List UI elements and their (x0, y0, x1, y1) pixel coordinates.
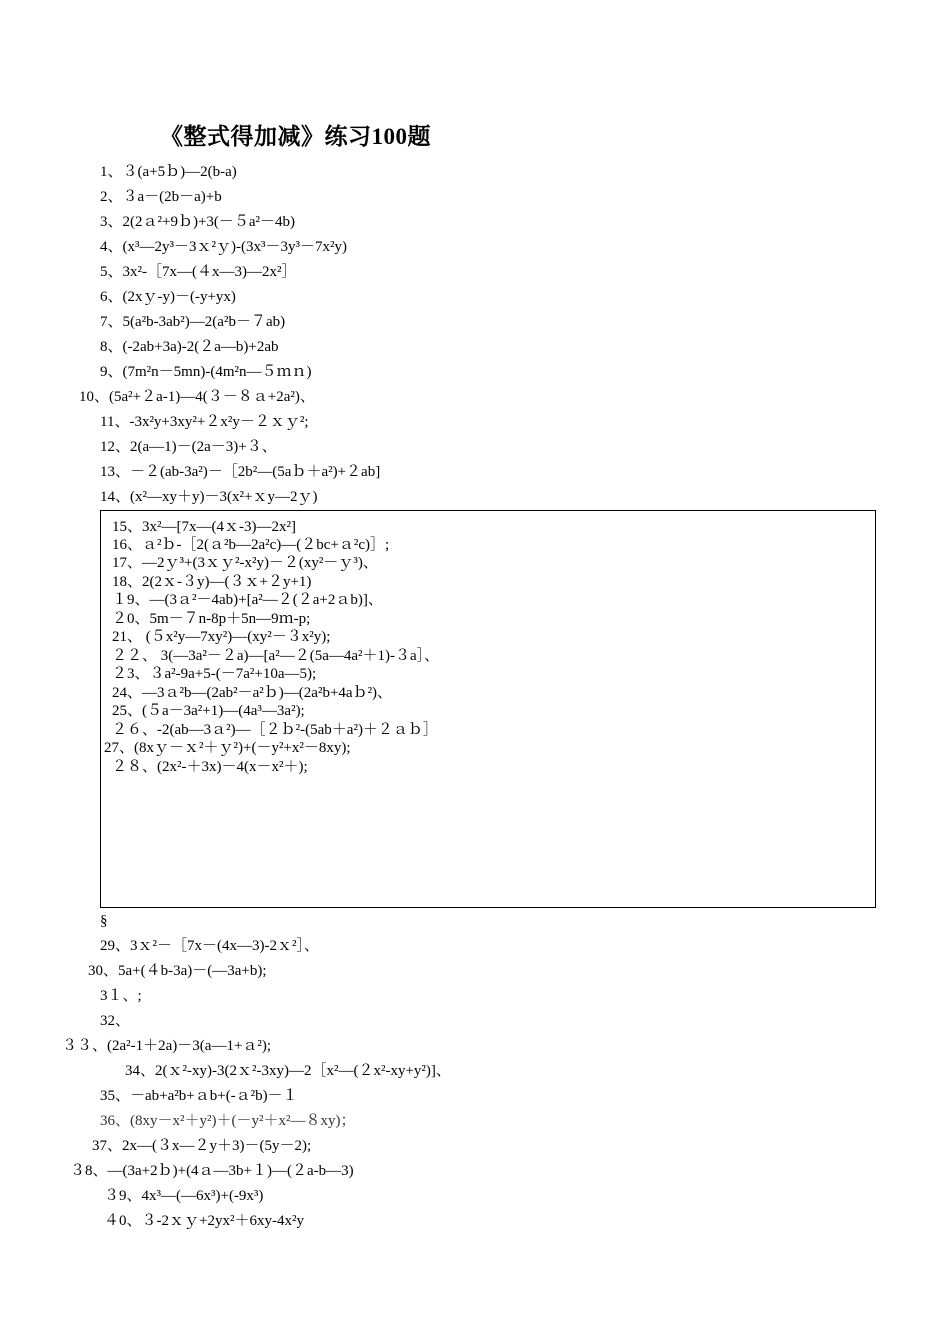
problem-5: 5、3x²-［7x—(４x—3)—2x²］ (100, 264, 297, 280)
problem-17: 17、—2ｙ³+(3ｘｙ²-x²y)－２(xy²－ｙ³)、 (112, 555, 378, 571)
problem-11: 11、-3x²y+3xy²+２x²y－２ｘｙ²; (100, 414, 309, 430)
problem-38: ３8、—(3a+2ｂ)+(4ａ—3b+１)—(２a-b—3) (70, 1163, 354, 1179)
problem-35: 35、－ab+a²b+ａb+(-ａ²b)－１ (100, 1088, 298, 1104)
problem-10: 10、(5a²+２a-1)—4(３－８ａ+2a²)、 (79, 389, 315, 405)
problem-32: 32、 (100, 1013, 131, 1029)
problem-14: 14、(x²—xy＋y)－3(x²+ｘy—2ｙ) (100, 489, 318, 505)
problem-27: 27、(8xｙ－ｘ²＋ｙ²)+(－y²+x²－8xy); (104, 740, 351, 756)
problem-15: 15、3x²—[7x—(4ｘ-3)—2x²] (112, 519, 296, 535)
problem-19: １9、—(3ａ²－4ab)+[a²—２(２a+2ａb)]、 (112, 592, 383, 608)
page-title: 《整式得加减》练习100题 (160, 124, 431, 149)
problem-29: 29、3ｘ²－［7x－(4x—3)-2ｘ²］、 (100, 938, 319, 954)
problem-28: ２８、(2x²-＋3x)－4(x－x²＋); (112, 759, 308, 775)
problem-22: ２２、 3(—3a²－２a)—[a²—２(5a—4a²＋1)-３a］、 (112, 648, 440, 664)
problem-23: ２3、３a²-9a+5-(－7a²+10a—5); (112, 666, 317, 682)
problem-31: 3１、; (100, 988, 142, 1004)
problem-25: 25、(５a－3a²+1)—(4a³—3a²); (112, 703, 305, 719)
problem-21: 21、 (５x²y—7xy²)—(xy²－３x²y); (112, 629, 331, 645)
problem-36: 36、(8xy－x²＋y²)＋(－y²＋x²—８xy)； (100, 1113, 356, 1129)
problem-box (100, 510, 876, 908)
problem-30: 30、5a+(４b-3a)－(—3a+b); (88, 963, 267, 979)
problem-4: 4、(x³—2y³－3ｘ²ｙ)-(3x³－3y³－7x²y) (100, 239, 347, 255)
problem-6: 6、(2xｙ-y)－(-y+yx) (100, 289, 236, 305)
problem-1: 1、３(a+5ｂ)—2(b-a) (100, 164, 237, 180)
problem-12: 12、2(a—1)－(2a－3)+３、 (100, 439, 277, 455)
problem-24: 24、—3ａ²b—(2ab²－a²ｂ)—(2a²b+4aｂ²)、 (112, 685, 393, 701)
problem-7: 7、5(a²b-3ab²)—2(a²b－７ab) (100, 314, 286, 330)
section-mark: § (100, 913, 108, 929)
problem-26: ２６、-2(ab—3ａ²)—［２ｂ²-(5ab＋a²)＋２ａｂ］ (112, 722, 438, 738)
problem-34: 34、2(ｘ²-xy)-3(2ｘ²-3xy)—2［x²—(２x²-xy+y²)]、 (125, 1063, 451, 1079)
problem-18: 18、2(2ｘ-３y)—(３ｘ+２y+1) (112, 574, 312, 590)
problem-39: ３9、4x³—(—6x³)+(-9x³) (104, 1188, 264, 1204)
problem-2: 2、３a－(2b－a)+b (100, 189, 222, 205)
problem-33: ３３、(2a²-1＋2a)－3(a—1+ａ²); (62, 1038, 272, 1054)
problem-40: ４0、３-2ｘｙ+2yx²＋6xy-4x²y (104, 1213, 304, 1229)
problem-8: 8、(-2ab+3a)-2(２a—b)+2ab (100, 339, 279, 355)
problem-20: ２0、5m－７n-8p＋5n—9ｍ-p; (112, 611, 311, 627)
problem-3: 3、2(2ａ²+9ｂ)+3(－５a²－4b) (100, 214, 296, 230)
problem-13: 13、－２(ab-3a²)－［2b²—(5aｂ＋a²)+２ab] (100, 464, 381, 480)
problem-9: 9、(7m²n－5mn)-(4m²n—５ｍｎ) (100, 364, 312, 380)
problem-37: 37、2x—(３x—２y＋3)－(5y－2); (92, 1138, 312, 1154)
problem-16: 16、ａ²ｂ-［2(ａ²b—2a²c)—(２bc+ａ²c)］; (112, 537, 390, 553)
